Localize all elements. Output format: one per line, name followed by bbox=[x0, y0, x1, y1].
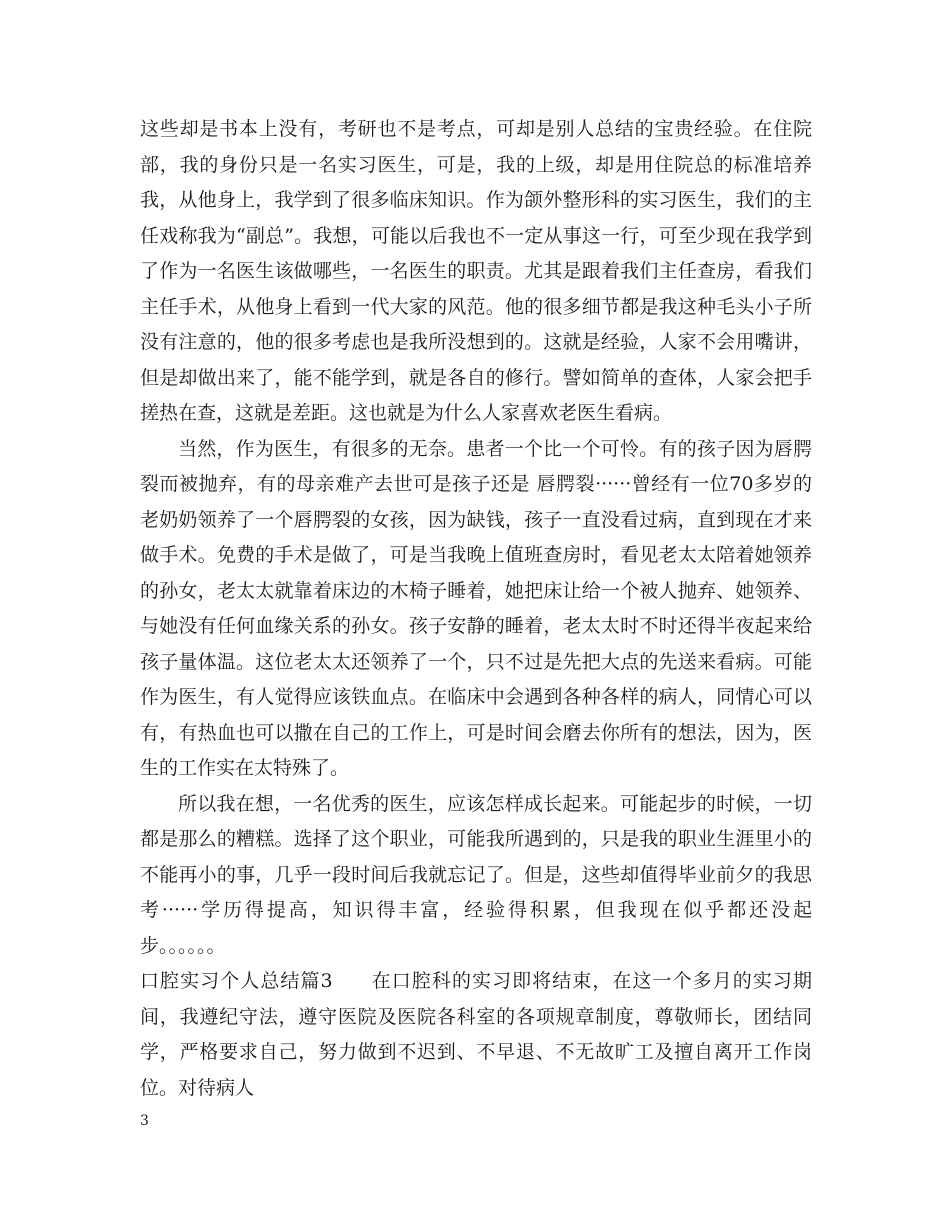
paragraph-2: 当然，作为医生，有很多的无奈。患者一个比一个可怜。有的孩子因为唇腭裂而被抛弃，有的母亲难产去世可是孩子还是 唇腭裂······曾经有一位70多岁的老奶奶领养了一个唇腭裂的女孩，因为缺钱，孩子一直没看过病，直到现在才来做手术。免费的手术是做了，可是当我晚上值班查房时，看见老太太陪着她领养的孙女，老太太就靠着床边的木椅子睡着，她把床让给一个被人抛弃、她领养、与她没有任何血缘关系的孙女。孩子安静的睡着，老太太时不时还得半夜起来给孩子量体温。这位老太太还领养了一个，只不过是先把大点的先送来看病。可能作为医生，有人觉得应该铁血点。在临床中会遇到各种各样的病人，同情心可以有，有热血也可以撒在自己的工作上，可是时间会磨去你所有的想法，因为，医生的工作实在太特殊了。 bbox=[140, 437, 812, 779]
document-body bbox=[140, 112, 812, 1106]
page-number: 3 bbox=[140, 1113, 149, 1129]
section-start bbox=[140, 964, 812, 1106]
paragraph-3: 所以我在想，一名优秀的医生，应该怎样成长起来。可能起步的时候，一切都是那么的糟糕。选择了这个职业，可能我所遇到的，只是我的职业生涯里小的不能再小的事，几乎一段时间后我就忘记了。但是，这些却值得毕业前夕的我思考······学历得提高，知识得丰富，经验得积累，但我现在似乎都还没起步。。。。。。 bbox=[140, 792, 812, 957]
section-text: 在口腔科的实习即将结束，在这一个多月的实习期间，我遵纪守法，遵守医院及医院各科室的各项规章制度，尊敬师长，团结同学，严格要求自己，努力做到不迟到、不早退、不无故旷工及擅自离开工作岗位。对待病人 bbox=[140, 970, 812, 1099]
paragraph-1: 这些却是书本上没有，考研也不是考点，可却是别人总结的宝贵经验。在住院部，我的身份只是一名实习医生，可是，我的上级，却是用住院总的标准培养我，从他身上，我学到了很多临床知识。作为颌外整形科的实习医生，我们的主任戏称我为“副总”。我想，可能以后我也不一定从事这一行，可至少现在我学到了作为一名医生该做哪些，一名医生的职责。尤其是跟着我们主任查房，看我们主任手术，从他身上看到一代大家的风范。他的很多细节都是我这种毛头小子所没有注意的，他的很多考虑也是我所没想到的。这就是经验，人家不会用嘴讲，但是却做出来了，能不能学到，就是各自的修行。譬如简单的查体，人家会把手搓热在查，这就是差距。这也就是为什么人家喜欢老医生看病。 bbox=[140, 118, 812, 424]
section-title: 口腔实习个人总结篇3 bbox=[140, 970, 333, 992]
